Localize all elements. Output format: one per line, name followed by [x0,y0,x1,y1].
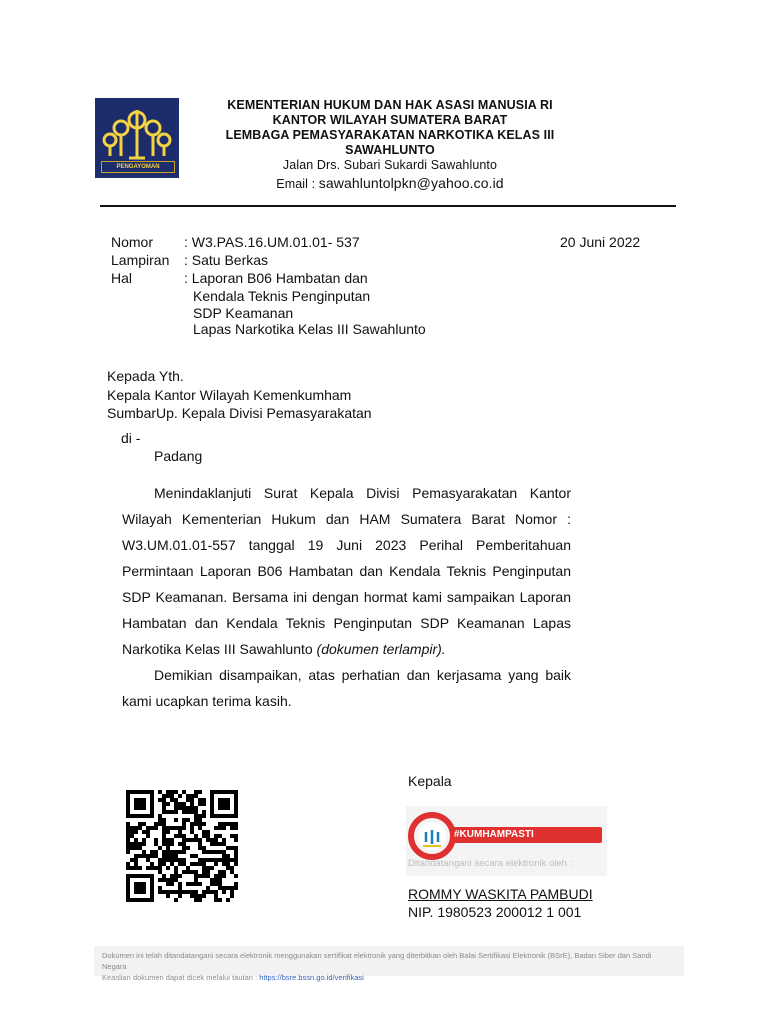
recipient-greeting: Kepada Yth. [107,368,184,384]
email-address[interactable]: sawahluntolpkn@yahoo.co.id [318,175,504,191]
body-paragraph-2: Demikian disampaikan, atas perhatian dan kerjasama yang baik kami ucapkan terima kasih. [122,667,571,709]
signatory-nip: NIP. 1980523 200012 1 001 [408,904,582,920]
disclaimer-line2 [102,972,676,983]
lampiran-value: : Satu Berkas [184,252,269,268]
letter-body [122,480,571,714]
badge-caption: Ditandatangani secara elektronik oleh : [408,858,573,869]
verification-link[interactable]: https://bsre.bssn.go.id/verifikasi [259,973,364,982]
disclaimer-line1: Dokumen ini telah ditandatangani secara elektronik menggunakan sertifikat elektronik yang diterbitkan oleh Balai Sertifikasi Elektronik (BSrE), Badan Siber dan Sandi Negara [102,951,652,971]
body-paragraph-1 [122,480,571,662]
signatory-name: ROMMY WASKITA PAMBUDI [408,886,593,902]
header-address: Jalan Drs. Subari Sukardi Sawahlunto [282,158,498,172]
recipient-attention: SumbarUp. Kepala Divisi Pemasyarakatan [107,405,372,421]
logo-caption: PENGAYOMAN [101,161,175,173]
qr-code [126,790,238,902]
nomor-label: Nomor [111,234,154,250]
header-email-line [190,175,590,191]
hal-value-line3: SDP Keamanan [193,305,294,321]
header-institution: LEMBAGA PEMASYARAKATAN NARKOTIKA KELAS III [225,128,555,142]
letterhead-divider [100,205,676,207]
esign-disclaimer [94,946,684,982]
qr-code-icon [126,790,238,902]
disclaimer-prefix: Keaslian dokumen dapat dicek melalui tautan : [102,973,260,982]
header-ministry: KEMENTERIAN HUKUM DAN HAK ASASI MANUSIA RI [227,98,553,112]
electronic-signature-badge [406,806,607,876]
recipient-city: Padang [154,448,203,464]
pengayoman-logo [95,98,179,178]
nomor-value: : W3.PAS.16.UM.01.01- 537 [184,234,360,250]
recipient-office: Kepala Kantor Wilayah Kemenkumham [107,387,352,403]
hal-value-line4: Lapas Narkotika Kelas III Sawahlunto [193,321,426,337]
pengayoman-tree-icon [95,98,179,168]
email-label: Email : [276,177,319,191]
recipient-di: di - [121,430,141,446]
badge-hashtag: #KUMHAMPASTI [454,829,534,840]
body-paragraph-1-text: Menindaklanjuti Surat Kepala Divisi Pemasyarakatan Kantor Wilayah Kementerian Hukum dan HAM Sumatera Barat Nomor : W3.UM.01.01-557 tanggal 19 Juni 2023 Perihal Pemberitahuan Permintaan Laporan B06 Hambatan dan Kendala Teknis Penginputan SDP Keamanan. Bersama ini dengan hormat kami sampaikan Laporan Hambatan dan Kendala Teknis Penginputan SDP Keamanan Lapas Narkotika Kelas III Sawahlunto [122,485,571,657]
hal-value-line1: : Laporan B06 Hambatan dan [184,270,368,286]
lampiran-label: Lampiran [111,252,170,268]
hal-label: Hal [111,270,133,286]
signatory-title: Kepala [408,773,452,789]
hal-value-line2: Kendala Teknis Penginputan [193,288,371,304]
attachment-note: (dokumen terlampir). [316,641,446,657]
header-city: SAWAHLUNTO [345,143,435,157]
header-office: KANTOR WILAYAH SUMATERA BARAT [272,113,508,127]
letter-date: 20 Juni 2022 [560,234,641,250]
